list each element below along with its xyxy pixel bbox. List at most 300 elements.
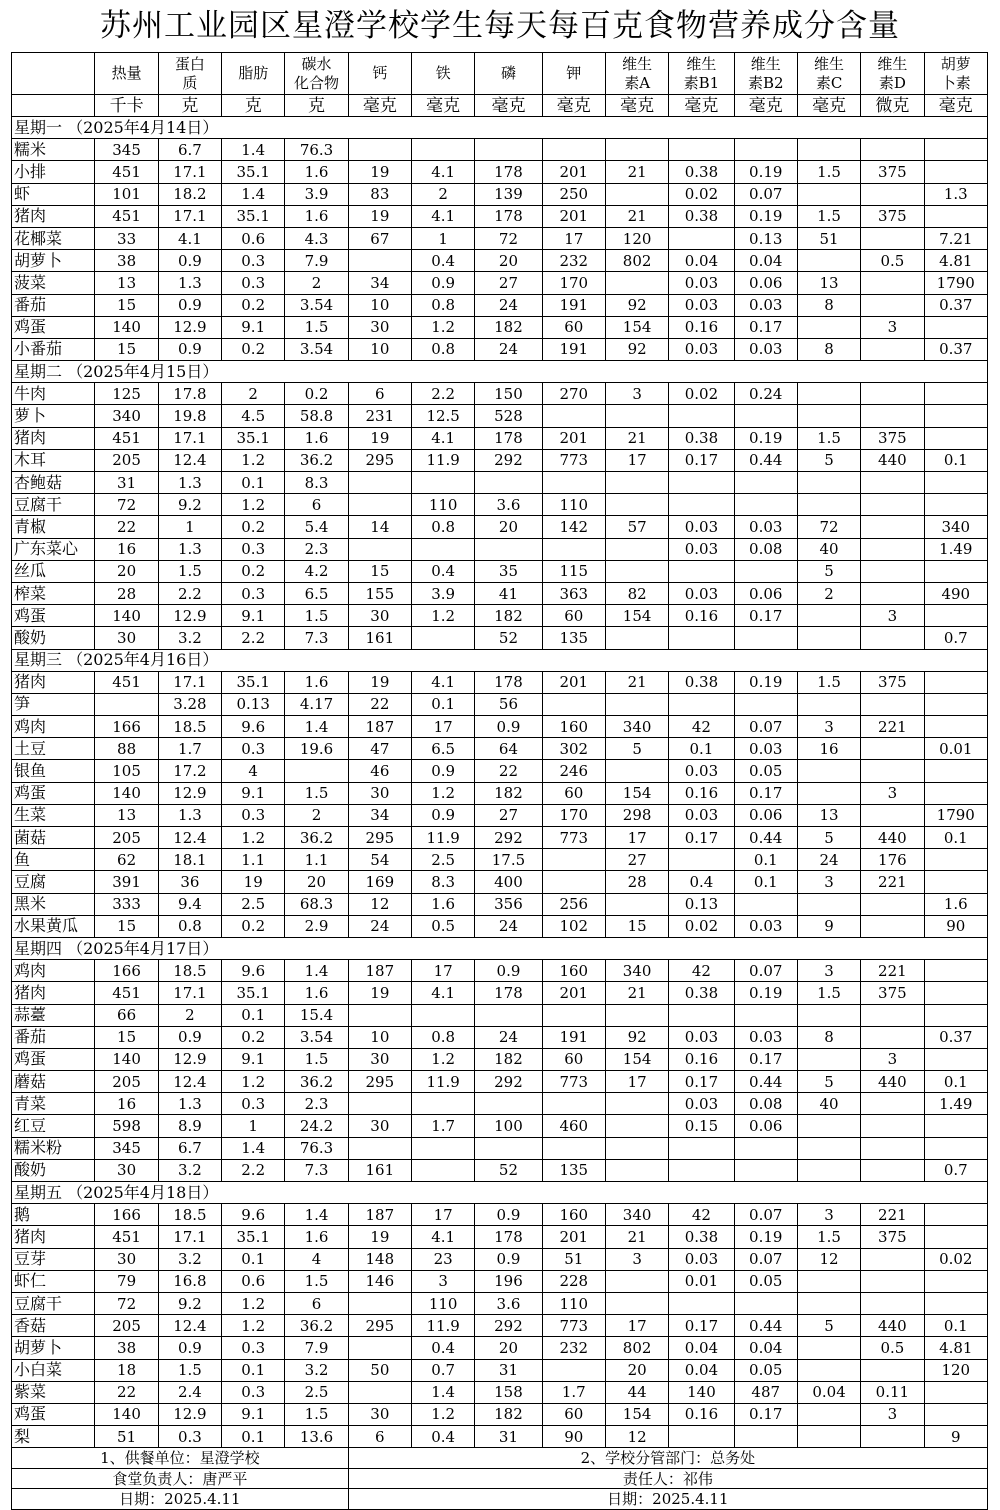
value-cell: 135 xyxy=(542,627,605,649)
value-cell: 40 xyxy=(797,538,860,560)
value-cell: 3.6 xyxy=(475,494,542,516)
value-cell: 451 xyxy=(95,671,158,693)
value-cell: 0.9 xyxy=(475,716,542,738)
column-header-text: 钙 xyxy=(372,64,388,82)
value-cell: 773 xyxy=(542,827,605,849)
food-name: 鸡蛋 xyxy=(12,605,95,627)
value-cell xyxy=(924,472,987,494)
value-cell: 42 xyxy=(669,1204,734,1226)
value-cell: 166 xyxy=(95,716,158,738)
food-row xyxy=(12,1292,988,1314)
value-cell: 12.9 xyxy=(158,1403,221,1425)
food-name: 胡萝卜 xyxy=(12,250,95,272)
value-cell: 11.9 xyxy=(411,1315,474,1337)
value-cell xyxy=(605,1093,668,1115)
food-name: 蒜薹 xyxy=(12,1004,95,1026)
day-section-row xyxy=(12,361,988,383)
value-cell: 60 xyxy=(542,316,605,338)
unit-cell: 毫克 xyxy=(411,95,474,117)
value-cell: 178 xyxy=(475,205,542,227)
value-cell: 0.1 xyxy=(924,827,987,849)
value-cell: 3 xyxy=(797,871,860,893)
value-cell: 1.5 xyxy=(285,1048,348,1070)
value-cell: 232 xyxy=(542,250,605,272)
value-cell: 340 xyxy=(605,960,668,982)
column-header-text: 胡萝 xyxy=(940,54,971,73)
unit-cell: 毫克 xyxy=(475,95,542,117)
value-cell xyxy=(861,472,924,494)
food-row xyxy=(12,538,988,560)
value-cell: 0.3 xyxy=(222,582,285,604)
food-name: 水果黄瓜 xyxy=(12,915,95,937)
value-cell: 115 xyxy=(542,560,605,582)
value-cell: 182 xyxy=(475,1403,542,1425)
value-cell: 8.3 xyxy=(411,871,474,893)
food-row xyxy=(12,427,988,449)
value-cell: 0.03 xyxy=(734,516,797,538)
value-cell: 6.7 xyxy=(158,1137,221,1159)
value-cell: 4 xyxy=(222,760,285,782)
food-name: 菠菜 xyxy=(12,272,95,294)
column-header-text: 磷 xyxy=(500,64,516,82)
value-cell xyxy=(542,472,605,494)
food-name: 虾仁 xyxy=(12,1270,95,1292)
value-cell: 17.1 xyxy=(158,205,221,227)
value-cell xyxy=(797,494,860,516)
value-cell: 375 xyxy=(861,161,924,183)
value-cell: 0.03 xyxy=(734,738,797,760)
value-cell xyxy=(734,405,797,427)
value-cell: 20 xyxy=(475,250,542,272)
value-cell: 17 xyxy=(605,1071,668,1093)
value-cell: 146 xyxy=(348,1270,411,1292)
value-cell xyxy=(797,1359,860,1381)
value-cell: 1.2 xyxy=(222,1071,285,1093)
value-cell: 345 xyxy=(95,139,158,161)
value-cell: 1790 xyxy=(924,272,987,294)
value-cell: 3 xyxy=(861,605,924,627)
unit-cell: 毫克 xyxy=(348,95,411,117)
footer-row xyxy=(12,1448,988,1469)
value-cell: 0.02 xyxy=(669,383,734,405)
value-cell: 20 xyxy=(605,1359,668,1381)
value-cell: 0.08 xyxy=(734,1093,797,1115)
value-cell: 40 xyxy=(797,1093,860,1115)
value-cell: 0.9 xyxy=(158,1026,221,1048)
value-cell: 155 xyxy=(348,582,411,604)
value-cell xyxy=(924,1115,987,1137)
food-name: 青椒 xyxy=(12,516,95,538)
value-cell: 6.7 xyxy=(158,139,221,161)
value-cell xyxy=(542,538,605,560)
unit-cell: 千卡 xyxy=(95,95,158,117)
food-row xyxy=(12,827,988,849)
value-cell: 3.54 xyxy=(285,294,348,316)
value-cell: 16 xyxy=(95,1093,158,1115)
value-cell: 1.6 xyxy=(285,1226,348,1248)
column-header-text: 维生 xyxy=(814,54,845,73)
value-cell xyxy=(924,782,987,804)
value-cell: 35.1 xyxy=(222,161,285,183)
food-row xyxy=(12,139,988,161)
value-cell: 0.03 xyxy=(669,538,734,560)
footer-right: 2、学校分管部门：总务处 xyxy=(348,1448,987,1469)
header-corner xyxy=(12,53,95,95)
value-cell: 1.6 xyxy=(924,893,987,915)
value-cell: 60 xyxy=(542,782,605,804)
value-cell xyxy=(348,250,411,272)
value-cell: 0.2 xyxy=(222,915,285,937)
value-cell xyxy=(542,1004,605,1026)
food-row xyxy=(12,1381,988,1403)
value-cell: 12.4 xyxy=(158,449,221,471)
day-label: 星期五 （2025年4月18日） xyxy=(12,1182,988,1204)
value-cell: 17.1 xyxy=(158,427,221,449)
value-cell: 0.17 xyxy=(669,449,734,471)
food-row xyxy=(12,782,988,804)
value-cell xyxy=(861,1115,924,1137)
value-cell xyxy=(669,494,734,516)
value-cell: 0.03 xyxy=(734,338,797,360)
value-cell xyxy=(924,1004,987,1026)
value-cell: 52 xyxy=(475,627,542,649)
food-name: 银鱼 xyxy=(12,760,95,782)
food-row xyxy=(12,494,988,516)
food-row xyxy=(12,1204,988,1226)
value-cell xyxy=(605,1115,668,1137)
value-cell: 0.1 xyxy=(669,738,734,760)
value-cell: 0.1 xyxy=(222,1004,285,1026)
food-row xyxy=(12,1403,988,1425)
value-cell xyxy=(669,560,734,582)
value-cell: 1.5 xyxy=(158,1359,221,1381)
value-cell: 0.6 xyxy=(222,1270,285,1292)
column-header xyxy=(669,53,734,95)
value-cell: 0.03 xyxy=(734,1026,797,1048)
value-cell: 2.3 xyxy=(285,538,348,560)
value-cell: 3.28 xyxy=(158,693,221,715)
value-cell: 0.5 xyxy=(861,1337,924,1359)
value-cell xyxy=(542,405,605,427)
value-cell: 1.5 xyxy=(285,605,348,627)
value-cell: 20 xyxy=(475,1337,542,1359)
value-cell: 270 xyxy=(542,383,605,405)
value-cell xyxy=(542,871,605,893)
value-cell: 375 xyxy=(861,982,924,1004)
value-cell: 3.2 xyxy=(158,1159,221,1181)
food-name: 鸡肉 xyxy=(12,960,95,982)
column-header-text: 素B2 xyxy=(747,73,784,92)
value-cell: 15 xyxy=(348,560,411,582)
column-header-text: 卜素 xyxy=(940,73,971,92)
food-name: 小番茄 xyxy=(12,338,95,360)
value-cell: 6 xyxy=(285,494,348,516)
value-cell: 72 xyxy=(95,494,158,516)
value-cell xyxy=(797,383,860,405)
value-cell: 20 xyxy=(95,560,158,582)
footer-right: 责任人：祁伟 xyxy=(348,1468,987,1489)
value-cell: 1.5 xyxy=(158,560,221,582)
value-cell xyxy=(924,1137,987,1159)
value-cell: 12.9 xyxy=(158,605,221,627)
value-cell: 17.1 xyxy=(158,1226,221,1248)
unit-cell: 毫克 xyxy=(669,95,734,117)
value-cell xyxy=(542,1359,605,1381)
value-cell: 1.5 xyxy=(285,782,348,804)
value-cell: 1.5 xyxy=(797,161,860,183)
value-cell: 0.1 xyxy=(734,849,797,871)
value-cell: 0.44 xyxy=(734,827,797,849)
value-cell: 333 xyxy=(95,893,158,915)
value-cell: 178 xyxy=(475,427,542,449)
food-name: 猪肉 xyxy=(12,671,95,693)
value-cell: 3.9 xyxy=(411,582,474,604)
unit-cell: 毫克 xyxy=(734,95,797,117)
value-cell: 0.03 xyxy=(669,294,734,316)
value-cell: 10 xyxy=(348,294,411,316)
value-cell: 4.1 xyxy=(411,205,474,227)
food-name: 猪肉 xyxy=(12,205,95,227)
value-cell: 1.49 xyxy=(924,1093,987,1115)
value-cell: 166 xyxy=(95,960,158,982)
value-cell: 11.9 xyxy=(411,1071,474,1093)
food-row xyxy=(12,449,988,471)
value-cell: 2.9 xyxy=(285,915,348,937)
value-cell: 36.2 xyxy=(285,827,348,849)
value-cell: 176 xyxy=(861,849,924,871)
value-cell: 4.1 xyxy=(411,671,474,693)
value-cell: 0.16 xyxy=(669,605,734,627)
value-cell xyxy=(734,472,797,494)
value-cell: 1.6 xyxy=(285,205,348,227)
value-cell: 256 xyxy=(542,893,605,915)
value-cell xyxy=(924,1292,987,1314)
value-cell: 0.1 xyxy=(734,871,797,893)
value-cell: 22 xyxy=(95,1381,158,1403)
value-cell xyxy=(924,427,987,449)
value-cell: 1.5 xyxy=(285,1270,348,1292)
food-row xyxy=(12,338,988,360)
value-cell xyxy=(734,893,797,915)
value-cell: 1.5 xyxy=(797,982,860,1004)
value-cell xyxy=(605,760,668,782)
value-cell: 0.01 xyxy=(669,1270,734,1292)
value-cell: 0.1 xyxy=(924,1315,987,1337)
value-cell xyxy=(861,494,924,516)
value-cell: 0.17 xyxy=(669,1315,734,1337)
value-cell: 182 xyxy=(475,316,542,338)
value-cell: 340 xyxy=(95,405,158,427)
value-cell: 19 xyxy=(348,205,411,227)
value-cell: 15 xyxy=(95,1026,158,1048)
food-name: 鹅 xyxy=(12,1204,95,1226)
value-cell: 154 xyxy=(605,605,668,627)
value-cell: 0.3 xyxy=(222,538,285,560)
value-cell: 292 xyxy=(475,1071,542,1093)
value-cell: 21 xyxy=(605,427,668,449)
value-cell: 0.8 xyxy=(411,516,474,538)
value-cell: 9.1 xyxy=(222,782,285,804)
value-cell xyxy=(605,494,668,516)
food-row xyxy=(12,227,988,249)
value-cell: 19 xyxy=(348,427,411,449)
value-cell: 142 xyxy=(542,516,605,538)
value-cell: 1 xyxy=(411,227,474,249)
value-cell xyxy=(542,139,605,161)
value-cell: 24 xyxy=(797,849,860,871)
value-cell xyxy=(605,560,668,582)
value-cell: 21 xyxy=(605,671,668,693)
day-label: 星期二 （2025年4月15日） xyxy=(12,361,988,383)
value-cell xyxy=(348,1292,411,1314)
value-cell: 0.03 xyxy=(669,516,734,538)
value-cell xyxy=(348,494,411,516)
value-cell: 12.4 xyxy=(158,1315,221,1337)
value-cell: 1.5 xyxy=(285,316,348,338)
value-cell: 21 xyxy=(605,161,668,183)
food-name: 土豆 xyxy=(12,738,95,760)
value-cell: 135 xyxy=(542,1159,605,1181)
food-row xyxy=(12,183,988,205)
value-cell: 0.3 xyxy=(222,804,285,826)
value-cell xyxy=(285,760,348,782)
value-cell: 2.2 xyxy=(222,627,285,649)
food-row xyxy=(12,560,988,582)
value-cell: 3 xyxy=(861,782,924,804)
value-cell: 19 xyxy=(348,671,411,693)
value-cell: 598 xyxy=(95,1115,158,1137)
value-cell xyxy=(924,139,987,161)
food-row xyxy=(12,1048,988,1070)
food-name: 豆腐干 xyxy=(12,494,95,516)
value-cell: 0.9 xyxy=(158,294,221,316)
value-cell: 0.16 xyxy=(669,1048,734,1070)
value-cell xyxy=(924,982,987,1004)
value-cell xyxy=(734,139,797,161)
value-cell: 9.6 xyxy=(222,960,285,982)
value-cell: 8 xyxy=(797,338,860,360)
unit-cell: 微克 xyxy=(861,95,924,117)
value-cell: 160 xyxy=(542,1204,605,1226)
value-cell: 154 xyxy=(605,316,668,338)
column-header-text: 维生 xyxy=(877,54,908,73)
value-cell xyxy=(605,183,668,205)
value-cell: 0.06 xyxy=(734,804,797,826)
value-cell: 9.1 xyxy=(222,1048,285,1070)
value-cell: 0.06 xyxy=(734,272,797,294)
value-cell: 90 xyxy=(542,1426,605,1448)
value-cell: 0.1 xyxy=(222,1426,285,1448)
value-cell: 3 xyxy=(797,1204,860,1226)
value-cell: 0.3 xyxy=(222,272,285,294)
value-cell xyxy=(924,1048,987,1070)
food-name: 鸡蛋 xyxy=(12,316,95,338)
value-cell: 345 xyxy=(95,1137,158,1159)
day-label: 星期四 （2025年4月17日） xyxy=(12,937,988,959)
food-row xyxy=(12,1359,988,1381)
value-cell xyxy=(797,139,860,161)
column-header xyxy=(605,53,668,95)
value-cell: 27 xyxy=(475,272,542,294)
nutrition-table xyxy=(11,52,988,1510)
value-cell: 12.9 xyxy=(158,782,221,804)
value-cell: 0.03 xyxy=(669,760,734,782)
food-name: 梨 xyxy=(12,1426,95,1448)
value-cell: 4.1 xyxy=(411,427,474,449)
food-row xyxy=(12,1226,988,1248)
value-cell: 18.5 xyxy=(158,960,221,982)
value-cell: 0.44 xyxy=(734,449,797,471)
food-name: 红豆 xyxy=(12,1115,95,1137)
column-header-text: 素C xyxy=(815,73,843,92)
value-cell: 0.05 xyxy=(734,760,797,782)
value-cell: 9.4 xyxy=(158,893,221,915)
value-cell xyxy=(411,139,474,161)
value-cell xyxy=(411,472,474,494)
value-cell: 0.17 xyxy=(734,1403,797,1425)
value-cell xyxy=(605,1292,668,1314)
value-cell: 120 xyxy=(605,227,668,249)
value-cell: 154 xyxy=(605,1403,668,1425)
value-cell xyxy=(734,627,797,649)
value-cell: 9.6 xyxy=(222,1204,285,1226)
food-name: 菌菇 xyxy=(12,827,95,849)
value-cell xyxy=(861,893,924,915)
value-cell xyxy=(924,383,987,405)
value-cell: 8.9 xyxy=(158,1115,221,1137)
footer-left: 1、供餐单位：星澄学校 xyxy=(12,1448,349,1469)
value-cell: 0.11 xyxy=(861,1381,924,1403)
value-cell: 12 xyxy=(605,1426,668,1448)
food-name: 糯米 xyxy=(12,139,95,161)
value-cell: 1.2 xyxy=(222,1292,285,1314)
food-name: 糯米粉 xyxy=(12,1137,95,1159)
value-cell: 2.2 xyxy=(222,1159,285,1181)
food-row xyxy=(12,605,988,627)
value-cell: 140 xyxy=(95,605,158,627)
value-cell: 295 xyxy=(348,827,411,849)
value-cell: 158 xyxy=(475,1381,542,1403)
value-cell: 221 xyxy=(861,716,924,738)
value-cell: 64 xyxy=(475,738,542,760)
value-cell: 24 xyxy=(475,1026,542,1048)
value-cell: 0.9 xyxy=(411,804,474,826)
value-cell xyxy=(411,1137,474,1159)
value-cell xyxy=(924,1226,987,1248)
value-cell: 30 xyxy=(348,782,411,804)
value-cell: 24 xyxy=(475,338,542,360)
value-cell: 139 xyxy=(475,183,542,205)
value-cell: 5 xyxy=(797,827,860,849)
value-cell xyxy=(734,1426,797,1448)
food-row xyxy=(12,205,988,227)
value-cell: 295 xyxy=(348,1315,411,1337)
value-cell: 42 xyxy=(669,716,734,738)
value-cell: 0.3 xyxy=(158,1426,221,1448)
value-cell: 2 xyxy=(797,582,860,604)
value-cell: 0.03 xyxy=(669,338,734,360)
column-header xyxy=(411,53,474,95)
value-cell: 9.1 xyxy=(222,1403,285,1425)
value-cell: 24 xyxy=(475,294,542,316)
value-cell: 38 xyxy=(95,1337,158,1359)
value-cell: 0.16 xyxy=(669,782,734,804)
value-cell: 30 xyxy=(348,1115,411,1137)
value-cell: 72 xyxy=(797,516,860,538)
value-cell: 0.44 xyxy=(734,1071,797,1093)
value-cell xyxy=(475,1093,542,1115)
value-cell: 451 xyxy=(95,205,158,227)
